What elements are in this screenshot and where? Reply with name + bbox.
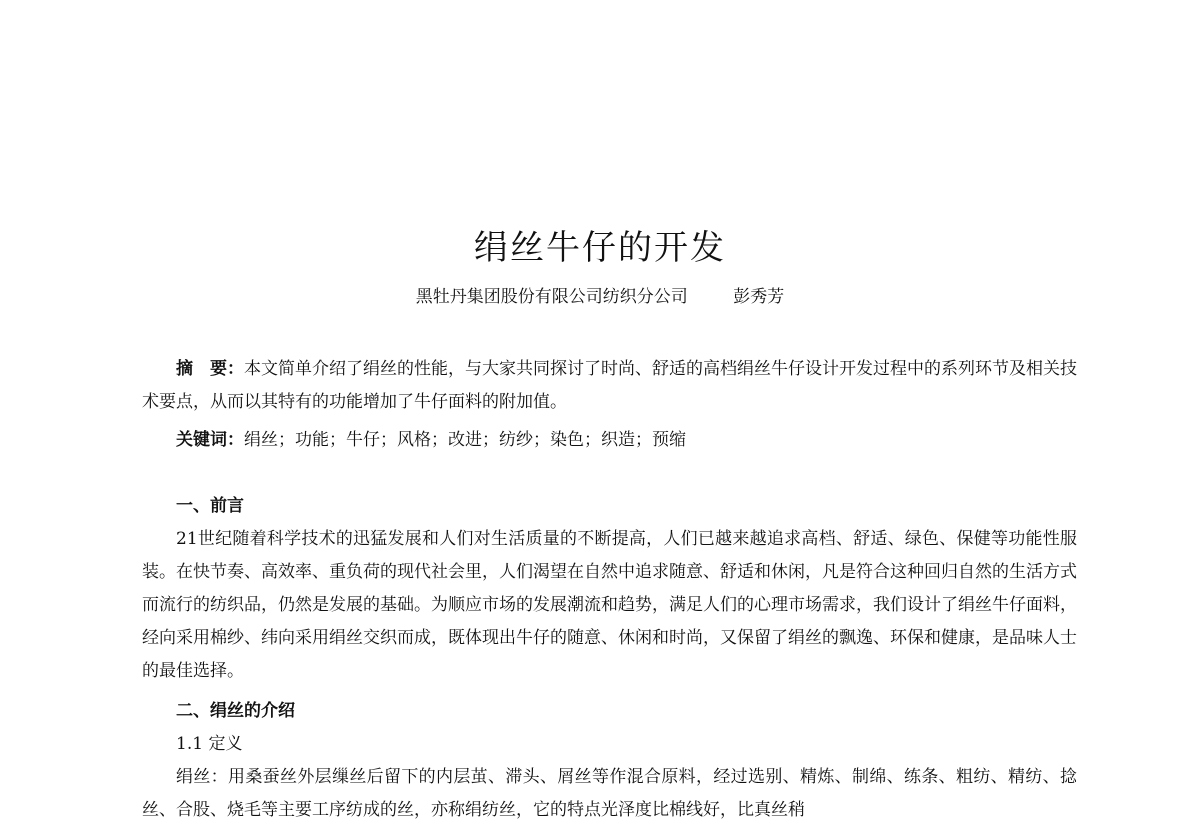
abstract-label: 摘 要： xyxy=(176,359,244,379)
definition-body xyxy=(142,761,1077,827)
section-1-body xyxy=(142,523,1077,688)
keywords xyxy=(142,424,1077,457)
keywords-text: 绢丝；功能；牛仔；风格；改进；纺纱；染色；织造；预缩 xyxy=(244,430,686,450)
section-2-1-heading-block xyxy=(142,728,1077,761)
keywords-label: 关键词： xyxy=(176,430,244,450)
definition-paragraph: 绢丝：用桑蚕丝外层缫丝后留下的内层茧、滞头、屑丝等作混合原料，经过选别、精炼、制绵、练条、粗纺、精纺、捻丝、合股、烧毛等主要工序纺成的丝，亦称绢纺丝，它的特点光泽度比棉线好，比真丝稍 xyxy=(142,767,1077,820)
affiliation: 黑牡丹集团股份有限公司纺织分公司 xyxy=(415,287,688,307)
abstract-text: 本文简单介绍了绢丝的性能，与大家共同探讨了时尚、舒适的高档绢丝牛仔设计开发过程中的系列环节及相关技术要点，从而以其特有的功能增加了牛仔面料的附加值。 xyxy=(142,359,1077,412)
section-1-paragraph: 21世纪随着科学技术的迅猛发展和人们对生活质量的不断提高，人们已越来越追求高档、舒适、绿色、保健等功能性服装。在快节奏、高效率、重负荷的现代社会里，人们渴望在自然中追求随意、舒适和休闲，凡是符合这种回归自然的生活方式而流行的纺织品，仍然是发展的基础。为顺应市场的发展潮流和趋势，满足人们的心理市场需求，我们设计了绢丝牛仔面料，经向采用棉纱、纬向采用绢丝交织而成，既体现出牛仔的随意、休闲和时尚，又保留了绢丝的飘逸、环保和健康，是品味人士的最佳选择。 xyxy=(142,529,1077,681)
abstract xyxy=(142,353,1077,419)
section-1-heading-block xyxy=(142,490,1077,523)
section-2-heading: 二、绢丝的介绍 xyxy=(176,701,295,721)
byline xyxy=(0,282,1200,307)
section-2-heading-block xyxy=(142,695,1077,728)
abstract-paragraph xyxy=(142,353,1077,419)
author: 彭秀芳 xyxy=(733,287,785,307)
keywords-line xyxy=(142,424,1077,457)
page-title: 绢丝牛仔的开发 xyxy=(474,228,726,268)
section-2-1-heading: 1.1 定义 xyxy=(176,734,243,754)
section-1-heading: 一、前言 xyxy=(176,496,244,516)
